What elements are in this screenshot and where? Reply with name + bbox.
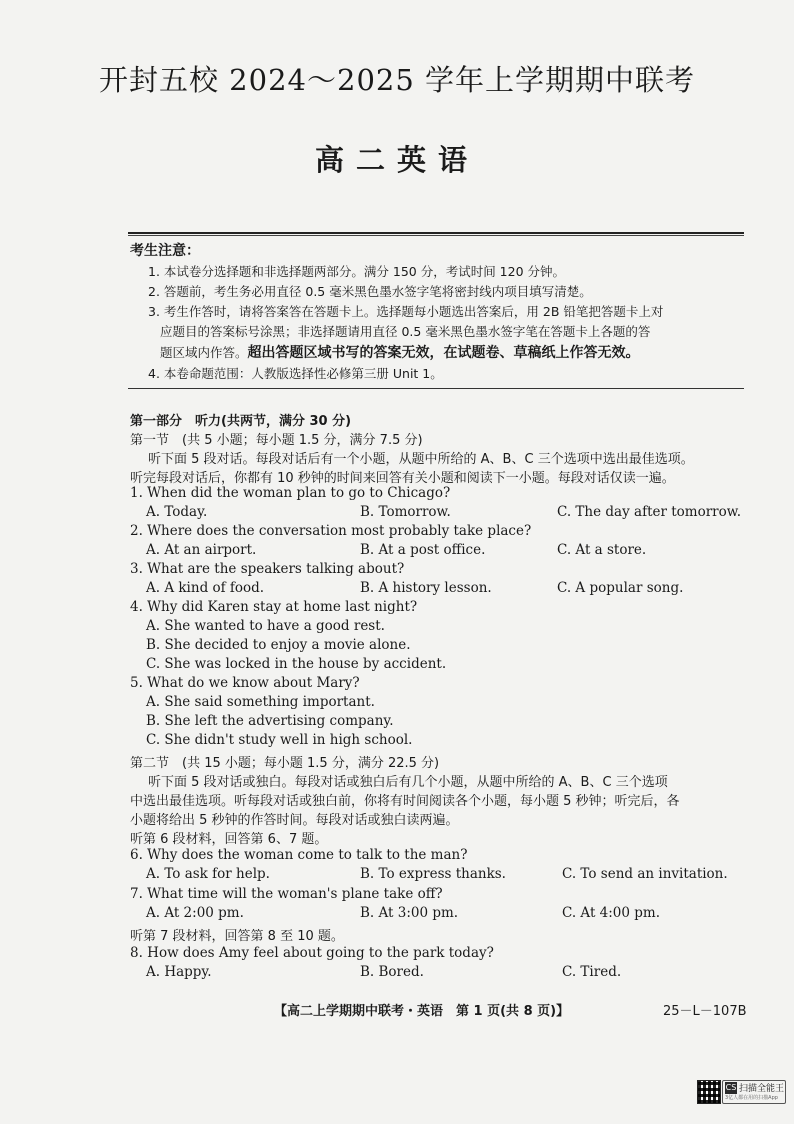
q3-option-b: B. A history lesson. <box>360 580 492 596</box>
question-6: 6. Why does the woman come to talk to the man? <box>130 847 468 863</box>
q2-option-c: C. At a store. <box>557 542 647 558</box>
q5-option-a: A. She said something important. <box>146 694 375 710</box>
qr-code-icon <box>697 1080 721 1104</box>
part1-heading: 第一部分 听力(共两节，满分 30 分) <box>130 414 352 429</box>
scanner-watermark <box>722 1080 786 1104</box>
notice-item-3-end: 题区域内作答。 <box>160 345 248 360</box>
q1-option-c: C. The day after tomorrow. <box>557 504 741 520</box>
notice-item-3-cont2 <box>160 342 640 362</box>
q5-option-b: B. She left the advertising company. <box>146 713 394 729</box>
q4-option-a: A. She wanted to have a good rest. <box>146 618 385 634</box>
scanner-subtext: 3亿人都在用的扫描App <box>725 1095 778 1101</box>
section1-heading: 第一节 (共 5 小题；每小题 1.5 分，满分 7.5 分) <box>130 433 423 448</box>
q8-option-c: C. Tired. <box>562 964 622 980</box>
material-6-label: 听第 6 段材料，回答第 6、7 题。 <box>130 832 328 847</box>
divider-notice-bottom <box>128 388 744 389</box>
section1-instruction-2: 听完每段对话后，你都有 10 秒钟的时间来回答有关小题和阅读下一小题。每段对话仅读一遍。 <box>130 471 675 486</box>
exam-code: 25－L－107B <box>663 1004 747 1019</box>
exam-title: 开封五校 2024～2025 学年上学期期中联考 <box>98 63 696 97</box>
question-1: 1. When did the woman plan to go to Chicago? <box>130 485 451 501</box>
section2-instruction-1: 听下面 5 段对话或独白。每段对话或独白后有几个小题，从题中所给的 A、B、C 三个选项 <box>148 775 668 790</box>
question-2: 2. Where does the conversation most probably take place? <box>130 523 532 539</box>
section2-instruction-2: 中选出最佳选项。听每段对话或独白前，你将有时间阅读各个小题，每小题 5 秒钟；听完后，各 <box>130 794 680 809</box>
q4-option-c: C. She was locked in the house by accident. <box>146 656 447 672</box>
q5-option-c: C. She didn't study well in high school. <box>146 732 413 748</box>
q3-option-c: C. A popular song. <box>557 580 684 596</box>
q8-option-b: B. Bored. <box>360 964 424 980</box>
q6-option-b: B. To express thanks. <box>360 866 506 882</box>
notice-item-3-cont: 应题目的答案标号涂黑；非选择题请用直径 0.5 毫米黑色墨水签字笔在答题卡上各题的答 <box>160 324 651 339</box>
q4-option-b: B. She decided to enjoy a movie alone. <box>146 637 411 653</box>
material-7-label: 听第 7 段材料，回答第 8 至 10 题。 <box>130 929 344 944</box>
notice-item-1: 1. 本试卷分选择题和非选择题两部分。满分 150 分，考试时间 120 分钟。 <box>148 264 566 279</box>
q8-option-a: A. Happy. <box>146 964 212 980</box>
scanner-label: 扫描全能王 <box>739 1084 785 1094</box>
q6-option-c: C. To send an invitation. <box>562 866 728 882</box>
scanner-logo-icon: CS <box>725 1083 737 1092</box>
q2-option-b: B. At a post office. <box>360 542 486 558</box>
subject-title: 高二英语 <box>314 143 479 177</box>
question-3: 3. What are the speakers talking about? <box>130 561 405 577</box>
q7-option-c: C. At 4:00 pm. <box>562 905 661 921</box>
question-4: 4. Why did Karen stay at home last night? <box>130 599 418 615</box>
q6-option-a: A. To ask for help. <box>146 866 270 882</box>
section2-heading: 第二节 (共 15 小题；每小题 1.5 分，满分 22.5 分) <box>130 756 440 771</box>
q2-option-a: A. At an airport. <box>146 542 257 558</box>
q1-option-b: B. Tomorrow. <box>360 504 451 520</box>
section2-instruction-3: 小题将给出 5 秒钟的作答时间。每段对话或独白读两遍。 <box>130 813 459 828</box>
q7-option-b: B. At 3:00 pm. <box>360 905 459 921</box>
question-7: 7. What time will the woman's plane take off? <box>130 886 443 902</box>
page-footer: 【高二上学期期中联考・英语 第 1 页(共 8 页)】 <box>274 1004 570 1019</box>
question-5: 5. What do we know about Mary? <box>130 675 360 691</box>
q1-option-a: A. Today. <box>146 504 208 520</box>
section1-instruction-1: 听下面 5 段对话。每段对话后有一个小题，从题中所给的 A、B、C 三个选项中选出最佳选项。 <box>148 452 694 467</box>
notice-heading: 考生注意： <box>130 243 200 259</box>
divider-top <box>128 232 744 234</box>
notice-item-4: 4. 本卷命题范围：人教版选择性必修第三册 Unit 1。 <box>148 366 443 381</box>
notice-emphasis: 超出答题区域书写的答案无效，在试题卷、草稿纸上作答无效。 <box>247 345 640 361</box>
notice-item-3: 3. 考生作答时，请将答案答在答题卡上。选择题每小题选出答案后，用 2B 铅笔把答题卡上对 <box>148 304 664 319</box>
q3-option-a: A. A kind of food. <box>146 580 265 596</box>
divider-top-thin <box>128 235 744 236</box>
question-8: 8. How does Amy feel about going to the park today? <box>130 945 494 961</box>
notice-item-2: 2. 答题前，考生务必用直径 0.5 毫米黑色墨水签字笔将密封线内项目填写清楚。 <box>148 284 592 299</box>
q7-option-a: A. At 2:00 pm. <box>146 905 244 921</box>
